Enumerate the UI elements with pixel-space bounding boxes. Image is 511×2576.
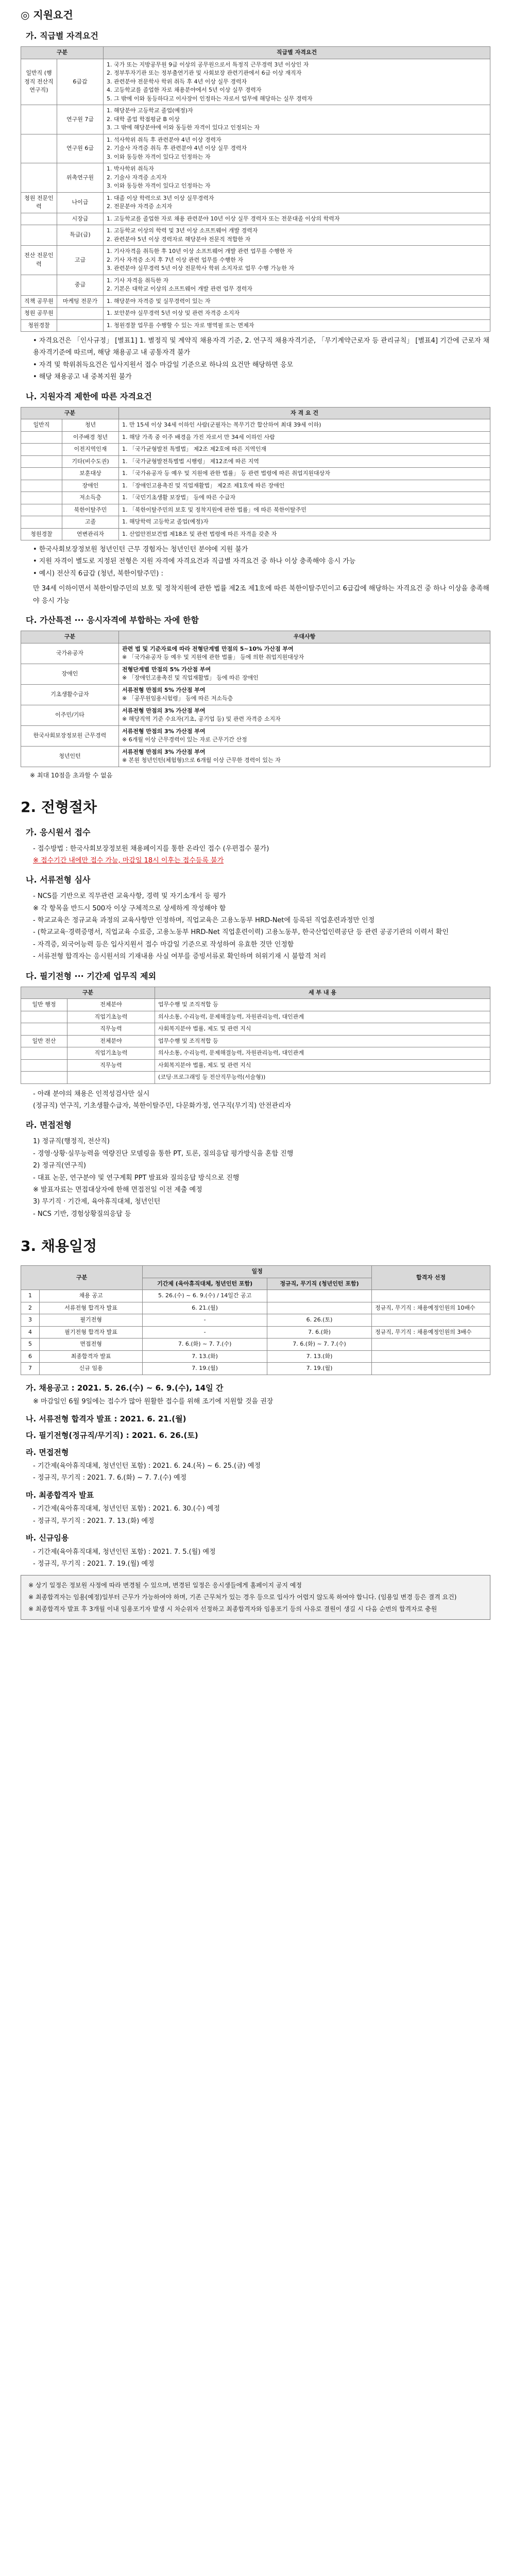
cell-number: 6 [21, 1350, 40, 1363]
bonus-main: 전형단계별 만점의 5% 가산점 부여 [122, 666, 211, 673]
cell-group [21, 1072, 67, 1084]
requirement-line: 1. 고등학교 이상의 학력 및 3년 이상 소프트웨어 개발 경력자 [107, 227, 258, 234]
text-line: - 접수방법 : 한국사회보장정보원 채용페이지를 통한 온라인 접수 (우편접수 불가) [33, 844, 269, 853]
cell-group: 일반 전산 [21, 1035, 67, 1047]
table-header: 일정 [143, 1266, 372, 1278]
note-line: • 자격 및 학위취득요건은 입사지원서 접수 마감일 기준으로 하나의 요건만 해당하면 응모 [33, 361, 294, 369]
requirement-line: 3. 관련분야 전문학사 학위 취득 후 4년 이상 실무 경력자 [107, 78, 247, 85]
cell-group: 일반직 [21, 419, 62, 432]
bonus-main: 서류전형 만점의 3% 가산점 부여 [122, 748, 206, 755]
schedule-item-title: 다. 필기전형(정규직/무기직) : 2021. 6. 26.(토) [26, 1431, 198, 1440]
cell-grade: 시장급 [57, 213, 104, 225]
requirement-line: 2. 기술사 자격증 취득 후 관련분야 4년 이상 실무 경력자 [107, 145, 247, 151]
table-row [21, 1350, 490, 1363]
table-row [21, 684, 490, 705]
cell-detail: 사회복지분야 법률, 제도 및 관련 지식 [155, 1023, 490, 1036]
cell-temp-date: 7. 19.(월) [143, 1363, 267, 1375]
cell-group: 전산 전문인력 [21, 246, 57, 275]
table-row [21, 1023, 490, 1036]
table-row [21, 528, 490, 540]
cell-requirement: 1. 해당 가족 중 이주 배경을 가진 자로서 만 34세 이하인 사람 [119, 431, 490, 444]
cell-detail: (코딩·프로그래밍 등 전산직무능력(서술형)) [155, 1072, 490, 1084]
cell-number: 3 [21, 1314, 40, 1327]
bonus-detail: ※ 해당직역 기준 수요자(기초, 공기업 등) 및 관련 자격증 소지자 [122, 716, 281, 723]
cell-requirements [104, 105, 490, 134]
requirements-notes [33, 335, 490, 383]
limit-notes [33, 544, 490, 580]
limit-table [21, 407, 490, 541]
table-row [21, 746, 490, 767]
table-row [21, 504, 490, 516]
table-row [21, 246, 490, 275]
table-row [21, 1011, 490, 1023]
requirement-line: 1. 고등학교를 졸업한 자로 채용 관련분야 10년 이상 실무 경력자 또는 전문대졸 이상의 학력자 [107, 215, 340, 222]
table-row [21, 1047, 490, 1060]
cell-regular-date [267, 1290, 372, 1302]
cell-regular-date [267, 1302, 372, 1314]
cell-number: 7 [21, 1363, 40, 1375]
schedule-item-line: - 기간제(육아휴직대체, 청년인턴 포함) : 2021. 6. 24.(목) ~ 6. 25.(금) 예정 [33, 1462, 261, 1470]
schedule-item-line: - 기간제(육아휴직대체, 청년인턴 포함) : 2021. 7. 5.(월) 예정 [33, 1548, 216, 1556]
table-row [21, 455, 490, 468]
cell-requirements [104, 59, 490, 105]
cell-stage: 최종합격자 발표 [40, 1350, 143, 1363]
table-row [21, 705, 490, 725]
cell-temp-date: - [143, 1326, 267, 1338]
table-row [21, 213, 490, 225]
cell-group [21, 1047, 67, 1060]
requirement-line: 2. 전문분야 자격증 소지자 [107, 203, 173, 210]
table-row [21, 1072, 490, 1084]
table-row [21, 105, 490, 134]
requirement-line: 1. 해당분야 자격증 및 실무경력이 있는 자 [107, 297, 211, 304]
cell-requirements [104, 163, 490, 193]
requirement-line: 1. 대졸 이상 학력으로 3년 이상 실무경력자 [107, 194, 214, 201]
table-header: 직급별 자격요건 [104, 47, 490, 59]
requirement-line: 1. 석사학위 취득 후 관련분야 4년 이상 경력자 [107, 136, 222, 143]
cell-type: 직무능력 [67, 1023, 155, 1036]
cell-bonus [119, 705, 490, 725]
cell-group [21, 1023, 67, 1036]
cell-bonus [119, 664, 490, 684]
cell-requirements [104, 225, 490, 246]
cell-stage: 필기전형 합격자 발표 [40, 1326, 143, 1338]
subsection-heading: 다. 가산특전 ··· 응시자격에 부합하는 자에 한함 [26, 615, 199, 625]
cell-temp-date: 5. 26.(수) ~ 6. 9.(수) / 14일간 공고 [143, 1290, 267, 1302]
cell-requirement: 1. 「국민기초생활 보장법」 등에 따른 수급자 [119, 492, 490, 504]
cell-number: 1 [21, 1290, 40, 1302]
schedule-item-line: - 기간제(육아휴직대체, 청년인턴 포함) : 2021. 6. 30.(수) 예정 [33, 1505, 220, 1513]
cell-selection [372, 1350, 490, 1363]
text-line: - 자격증, 외국어능력 등은 입사지원서 접수 마감일 기준으로 작성하여 유효한 것만 인정함 [33, 940, 294, 948]
table-row [21, 134, 490, 163]
cell-group [21, 275, 57, 295]
cell-group [21, 492, 62, 504]
requirement-line: 1. 해당분야 고등학교 졸업(예정)자 [107, 107, 193, 114]
cell-type: 직업기초능력 [67, 1047, 155, 1060]
cell-group: 일반직 (행정직 전산직 연구직) [21, 59, 57, 105]
cell-number: 5 [21, 1338, 40, 1351]
text-line: (정규직) 연구직, 기초생활수급자, 북한이탈주민, 다문화가정, 연구직(무기직) 안전관리자 [33, 1102, 292, 1110]
cell-requirements [104, 192, 490, 213]
cell-grade: 6급갑 [57, 59, 104, 105]
table-header: 기간제 (육아휴직대체, 청년인턴 포함) [143, 1278, 267, 1290]
cell-bonus [119, 746, 490, 767]
cell-group: 일반 행정 [21, 999, 67, 1011]
table-header: 정규직, 무기직 (청년인턴 포함) [267, 1278, 372, 1290]
cell-requirements [104, 134, 490, 163]
cell-type: 북한이탈주민 [62, 504, 119, 516]
example-line: 만 34세 이하이면서 북한이탈주민의 보호 및 정착지원에 관한 법률 제2조 제1호에 따른 북한이탈주민이고 6급갑에 해당하는 자격요건 중 하나 이상을 충족해야 응시 가능 [33, 585, 489, 605]
cell-detail: 업무수행 및 조직적합 등 [155, 1035, 490, 1047]
table-row [21, 419, 490, 432]
cell-group [21, 1011, 67, 1023]
cell-group: 장애인 [21, 664, 119, 684]
cell-stage: 필기전형 [40, 1314, 143, 1327]
bonus-detail: ※ 「공무원임용시험령」 등에 따른 저소득층 [122, 695, 233, 702]
table-row [21, 275, 490, 295]
cell-selection [372, 1363, 490, 1375]
cell-type: 직무능력 [67, 1059, 155, 1072]
requirement-line: 3. 이와 동등한 자격이 있다고 인정하는 자 [107, 182, 211, 189]
note-line: • 지원 자격이 별도로 지정된 전형은 지원 자격에 자격요건과 직급별 자격요건 중 하나 이상 충족해야 응시 가능 [33, 557, 356, 566]
cell-requirement: 1. 만 15세 이상 34세 이하인 사람(군필자는 복무기간 합산하여 최대 39세 이하) [119, 419, 490, 432]
cell-number: 4 [21, 1326, 40, 1338]
table-header: 세 부 내 용 [155, 987, 490, 999]
cell-group [21, 1059, 67, 1072]
subsection-heading: 라. 면접전형 [26, 1120, 72, 1130]
cell-group: 청년인턴 [21, 746, 119, 767]
bonus-table [21, 631, 490, 767]
table-header: 자 격 요 건 [119, 407, 490, 419]
notice-line: ※ 상기 일정은 정보원 사정에 따라 변경될 수 있으며, 변경된 일정은 응시생들에게 홈페이지 공지 예정 [28, 1582, 302, 1589]
table-row [21, 999, 490, 1011]
schedule-item-title: 바. 신규임용 [26, 1533, 69, 1543]
text-line: - 경영·상황·실무능력을 역량진단 모델링을 통한 PT, 토론, 질의응답 평가방식을 혼합 진행 [33, 1149, 294, 1158]
cell-group [21, 105, 57, 134]
cell-group: 청원 전문인력 [21, 192, 57, 213]
requirement-line: 3. 그 밖에 해당분야에 이와 동등한 자격이 있다고 인정되는 자 [107, 124, 260, 131]
table-row [21, 444, 490, 456]
table-row [21, 516, 490, 529]
table-row [21, 192, 490, 213]
requirement-line: 2. 기사 자격증 소지 후 7년 이상 관련 업무를 수행한 자 [107, 256, 243, 263]
cell-type: 전체분야 [67, 1035, 155, 1047]
cell-regular-date: 7. 6.(화) ~ 7. 7.(수) [267, 1338, 372, 1351]
table-row [21, 1290, 490, 1302]
written-test-table [21, 987, 490, 1084]
cell-number: 2 [21, 1302, 40, 1314]
bonus-detail: ※ 「국가유공자 등 예우 및 지원에 관한 법률」 등에 의한 취업지원대상자 [122, 654, 304, 661]
text-line: - 대표 논문, 연구분야 및 연구계획 PPT 발표와 질의응답 방식으로 진행 [33, 1174, 240, 1182]
cell-selection [372, 1338, 490, 1351]
bonus-main: 서류전형 만점의 3% 가산점 부여 [122, 707, 206, 714]
note-line: • 한국사회보장정보원 청년인턴 근무 경험자는 청년인턴 분야에 지원 불가 [33, 546, 248, 554]
interview-lines [33, 1136, 490, 1220]
requirement-line: 1. 기사자격을 취득한 후 10년 이상 소프트웨어 개발 관련 업무를 수행한 자 [107, 248, 293, 255]
text-line: 2) 정규직(연구직) [33, 1162, 86, 1170]
requirement-line: 2. 정부투자기관 또는 정부출연기관 및 사회보장 관련기관에서 6급 이상 재직자 [107, 70, 302, 76]
text-line: 1) 정규직(행정직, 전산직) [33, 1138, 110, 1146]
cell-temp-date: - [143, 1314, 267, 1327]
requirement-line: 1. 기사 자격을 취득한 자 [107, 277, 169, 284]
cell-group: 국가유공자 [21, 643, 119, 664]
written-notes [33, 1088, 490, 1112]
requirement-line: 3. 관련분야 실무경력 5년 이상 전문학사 학위 소지자로 업무 수행 가능한 자 [107, 265, 295, 272]
cell-type: 청년 [62, 419, 119, 432]
table-header: 구분 [21, 407, 119, 419]
text-line: - 서류전형 합격자는 응시원서의 기재내용 사실 여부를 증빙서류로 확인하며 허위기재 시 불합격 처리 [33, 953, 327, 961]
table-row [21, 468, 490, 480]
requirement-line: 2. 관련분야 5년 이상 경력자로 해당분야 전문직 적합한 자 [107, 235, 251, 243]
cell-grade: 나이급 [57, 192, 104, 213]
section-heading: ◎ 지원요건 [21, 9, 73, 21]
cell-regular-date: 7. 13.(화) [267, 1350, 372, 1363]
requirement-line: 3. 이와 동등한 자격이 있다고 인정하는 자 [107, 153, 211, 160]
cell-requirement: 1. 「장애인고용촉진 및 직업재활법」 제2조 제1호에 따른 장애인 [119, 480, 490, 492]
notice-line: ※ 최종합격자는 임용(예정)일부터 근무가 가능하여야 하며, 기존 근무처가 있는 경우 등으로 입사가 어렵지 않도록 하여야 합니다. (임용일 변경 등은 결격 요건) [28, 1594, 457, 1601]
application-note: ※ 접수기간 내에만 접수 가능, 마감일 18시 이후는 접수등록 불가 [33, 856, 224, 865]
cell-type: 보훈대상 [62, 468, 119, 480]
table-header: 구분 [21, 1266, 143, 1290]
schedule-item-line: - 정규직, 무기직 : 2021. 7. 13.(화) 예정 [33, 1517, 155, 1525]
text-line: - NCS 기반, 경험상황질의응답 등 [33, 1210, 131, 1218]
table-row [21, 1059, 490, 1072]
table-row [21, 664, 490, 684]
cell-group: 청원 공무원 [21, 308, 57, 320]
section-heading: 3. 채용일정 [21, 1238, 97, 1255]
requirement-line: 1. 청원경찰 업무를 수행할 수 있는 자로 병역필 또는 면제자 [107, 321, 254, 329]
text-line: ※ 각 항목을 반드시 500자 이상 구체적으로 상세하게 작성해야 함 [33, 904, 226, 912]
cell-group [21, 444, 62, 456]
cell-requirements [104, 213, 490, 225]
cell-requirement: 1. 「국가균형발전 특별법」 제2조 제2호에 따른 지역인재 [119, 444, 490, 456]
cell-group: 한국사회보장정보원 근무경력 [21, 725, 119, 746]
cell-group: 청원경찰 [21, 319, 57, 332]
subsection-heading: 가. 응시원서 접수 [26, 827, 91, 837]
cell-group [21, 455, 62, 468]
cell-type: 이주배경 청년 [62, 431, 119, 444]
schedule-item-title: 나. 서류전형 합격자 발표 : 2021. 6. 21.(월) [26, 1414, 186, 1423]
cell-type: 저소득층 [62, 492, 119, 504]
cell-type: 고졸 [62, 516, 119, 529]
cell-type: 기타(비수도권) [62, 455, 119, 468]
cell-grade: 특급(급) [57, 225, 104, 246]
text-line: - 학교교육은 정규교육 과정의 교육사항만 인정하며, 직업교육은 고용노동부 HRD-Net에 등록된 직업훈련과정만 인정 [33, 917, 375, 925]
requirement-line: 1. 보안분야 실무경력 5년 이상 및 관련 자격증 소지자 [107, 310, 240, 316]
table-row [21, 480, 490, 492]
requirement-line: 2. 대학 졸업 학점평균 B 이상 [107, 115, 180, 123]
table-row [21, 431, 490, 444]
schedule-item-title: 라. 면접전형 [26, 1447, 69, 1457]
cell-grade: 마케팅 전문가 [57, 295, 104, 308]
bonus-detail: ※ 6개월 이상 근무경력이 있는 자로 근무기간 산정 [122, 736, 247, 743]
cell-temp-date: 7. 13.(화) [143, 1350, 267, 1363]
cell-detail: 업무수행 및 조직적합 등 [155, 999, 490, 1011]
cell-regular-date: 7. 19.(월) [267, 1363, 372, 1375]
cell-type [67, 1072, 155, 1084]
cell-group: 기초생활수급자 [21, 684, 119, 705]
schedule-item-title: 가. 채용공고 : 2021. 5. 26.(수) ~ 6. 9.(수), 14일 간 [26, 1383, 224, 1393]
schedule-table [21, 1265, 490, 1375]
text-line: - NCS를 기반으로 직무관련 교육사항, 경력 및 자기소개서 등 평가 [33, 892, 226, 901]
cell-group [21, 468, 62, 480]
cell-type: 이전지역인재 [62, 444, 119, 456]
subsection-heading: 다. 필기전형 ··· 기간제 업무직 제외 [26, 971, 157, 981]
cell-group [21, 213, 57, 225]
requirement-line: 4. 고등학교를 졸업한 자로 채용분야에서 5년 이상 실무 경력자 [107, 87, 262, 93]
subsection-heading: 가. 직급별 자격요건 [26, 31, 98, 41]
text-line: ※ 발표자료는 면접대상자에 한해 면접전일 이전 제출 예정 [33, 1185, 202, 1194]
table-header: 합격자 선정 [372, 1266, 490, 1290]
subsection-heading: 나. 서류전형 심사 [26, 875, 91, 885]
cell-group [21, 504, 62, 516]
requirements-table [21, 46, 490, 332]
cell-grade: 연구원 6급 [57, 134, 104, 163]
table-row [21, 1338, 490, 1351]
table-header: 구분 [21, 47, 104, 59]
cell-selection: 정규직, 무기직 : 채용예정인원의 10배수 [372, 1302, 490, 1314]
cell-requirement: 1. 「국가균형발전특별법 시행령」 제12조에 따른 지역 [119, 455, 490, 468]
cell-grade: 중급 [57, 275, 104, 295]
cell-group [21, 134, 57, 163]
table-header: 구분 [21, 987, 155, 999]
limit-example [33, 583, 490, 607]
document-screening-lines [33, 890, 490, 962]
cell-stage: 서류전형 합격자 발표 [40, 1302, 143, 1314]
cell-requirement: 1. 해당학력 고등학교 졸업(예정)자 [119, 516, 490, 529]
text-line: - (학교교육·경력증명서, 직업교육 수료증, 고용노동부 HRD-Net 직업훈련이력) 고용노동부, 한국산업인력공단 등 관련 공공기관의 이력서 확인 [33, 928, 449, 937]
text-line: 3) 무기직 · 기간제, 육아휴직대체, 청년인턴 [33, 1198, 161, 1206]
cell-requirement: 1. 「국가유공자 등 예우 및 지원에 관한 법률」 등 관련 법령에 따른 취업지원대상자 [119, 468, 490, 480]
table-row [21, 725, 490, 746]
cell-detail: 사회복지분야 법률, 제도 및 관련 지식 [155, 1059, 490, 1072]
schedule-items [21, 1382, 490, 1570]
cell-selection [372, 1314, 490, 1327]
table-row [21, 319, 490, 332]
cell-group [21, 516, 62, 529]
cell-temp-date: 7. 6.(화) ~ 7. 7.(수) [143, 1338, 267, 1351]
cell-group [21, 431, 62, 444]
cell-group [21, 480, 62, 492]
cell-bonus [119, 725, 490, 746]
cell-group: 청원경찰 [21, 528, 62, 540]
cell-grade [57, 319, 104, 332]
requirement-line: 1. 국가 또는 지방공무원 9급 이상의 공무원으로서 특정직 근무경력 3년 이상인 자 [107, 61, 309, 68]
schedule-item-line: ※ 마감일인 6월 9일에는 접수가 많아 원활한 접수를 위해 조기에 지원할 것을 권장 [33, 1398, 274, 1406]
cell-requirements [104, 295, 490, 308]
table-row [21, 492, 490, 504]
cell-requirements [104, 319, 490, 332]
cell-group: 이주민/기타 [21, 705, 119, 725]
cell-bonus [119, 643, 490, 664]
cell-grade: 위촉연구원 [57, 163, 104, 193]
bonus-note: ※ 최대 10점을 초과할 수 없음 [30, 771, 113, 779]
table-row [21, 295, 490, 308]
cell-group: 직책 공무원 [21, 295, 57, 308]
bonus-detail: ※ 본원 청년인턴(체험형)으로 6개월 이상 근무한 경력이 있는 자 [122, 757, 281, 764]
cell-detail: 의사소통, 수리능력, 문제해결능력, 자원관리능력, 대인관계 [155, 1011, 490, 1023]
note-line: • 예시) 전산직 6급갑 (청년, 북한이탈주민) : [33, 569, 163, 578]
cell-regular-date: 7. 6.(화) [267, 1326, 372, 1338]
table-row [21, 1363, 490, 1375]
cell-group [21, 163, 57, 193]
cell-grade: 연구원 7급 [57, 105, 104, 134]
cell-type: 전체분야 [67, 999, 155, 1011]
table-header: 구분 [21, 631, 119, 643]
requirement-line: 5. 그 밖에 이와 동등하다고 이사장이 인정하는 자로서 업무에 해당하는 실무 경력자 [107, 95, 313, 102]
cell-bonus [119, 684, 490, 705]
table-row [21, 59, 490, 105]
table-row [21, 1326, 490, 1338]
notice-box [21, 1575, 490, 1619]
table-row [21, 163, 490, 193]
cell-grade: 고급 [57, 246, 104, 275]
cell-type: 연변관리자 [62, 528, 119, 540]
schedule-item-line: - 정규직, 무기직 : 2021. 7. 6.(화) ~ 7. 7.(수) 예정 [33, 1474, 187, 1482]
cell-temp-date: 6. 21.(월) [143, 1302, 267, 1314]
table-row [21, 643, 490, 664]
bonus-main: 서류전형 만점의 5% 가산점 부여 [122, 686, 206, 693]
schedule-item-line: - 정규직, 무기직 : 2021. 7. 19.(월) 예정 [33, 1560, 155, 1568]
cell-grade [57, 308, 104, 320]
text-line: - 아래 분야의 채용은 인적성검사만 실시 [33, 1090, 150, 1098]
cell-regular-date: 6. 26.(토) [267, 1314, 372, 1327]
cell-requirements [104, 275, 490, 295]
note-line: • 자격요건은 「인사규정」 [별표1] 1. 별정직 및 계약직 채용자격 기준, 2. 연구직 채용자격기준, 「무기계약근로자 등 관리규칙」 [별표4] 기간에 근로자 채용자격기준에 따르며, 해당 채용공고 내 공통자격 불가 [33, 337, 490, 357]
section-heading: 2. 전형절차 [21, 798, 97, 816]
cell-requirements [104, 246, 490, 275]
cell-type: 직업기초능력 [67, 1011, 155, 1023]
cell-group [21, 225, 57, 246]
bonus-detail: ※ 「장애인고용촉진 및 직업재활법」 등에 따른 장애인 [122, 674, 259, 682]
cell-selection: 정규직, 무기직 : 채용예정인원의 3배수 [372, 1326, 490, 1338]
subsection-heading: 나. 지원자격 제한에 따른 자격요건 [26, 391, 152, 401]
table-header: 우대사항 [119, 631, 490, 643]
schedule-item-title: 마. 최종합격자 발표 [26, 1490, 94, 1500]
note-line: • 해당 채용공고 내 중복지원 불가 [33, 373, 132, 381]
requirement-line: 2. 기본은 대학교 이상의 소프트웨어 개발 관련 업무 경력자 [107, 285, 252, 292]
application-lines [33, 843, 490, 855]
cell-requirements [104, 308, 490, 320]
requirement-line: 1. 박사학위 취득자 [107, 165, 154, 172]
table-row [21, 1035, 490, 1047]
cell-stage: 신규 임용 [40, 1363, 143, 1375]
table-row [21, 225, 490, 246]
cell-stage: 채용 공고 [40, 1290, 143, 1302]
bonus-main: 서류전형 만점의 3% 가산점 부여 [122, 727, 206, 735]
table-row [21, 1302, 490, 1314]
requirement-line: 2. 기술사 자격증 소지자 [107, 174, 167, 181]
notice-line: ※ 최종합격자 발표 후 3개월 이내 임용포기자 발생 시 차순위자 선정하고 최종합격자와 임용포기 등의 사유로 결원이 생길 시 다음 순번의 합격자로 충원 [28, 1605, 437, 1613]
table-row [21, 308, 490, 320]
table-row [21, 1314, 490, 1327]
cell-stage: 면접전형 [40, 1338, 143, 1351]
bonus-main: 관련 법 및 기준자료에 따라 전형단계별 만점의 5~10% 가산점 부여 [122, 645, 294, 652]
cell-requirement: 1. 산업안전보건법 제18조 및 관련 법령에 따른 자격을 갖춘 자 [119, 528, 490, 540]
cell-detail: 의사소통, 수리능력, 문제해결능력, 자원관리능력, 대인관계 [155, 1047, 490, 1060]
cell-requirement: 1. 「북한이탈주민의 보호 및 정착지원에 관한 법률」에 따른 북한이탈주민 [119, 504, 490, 516]
cell-type: 장애인 [62, 480, 119, 492]
cell-selection [372, 1290, 490, 1302]
